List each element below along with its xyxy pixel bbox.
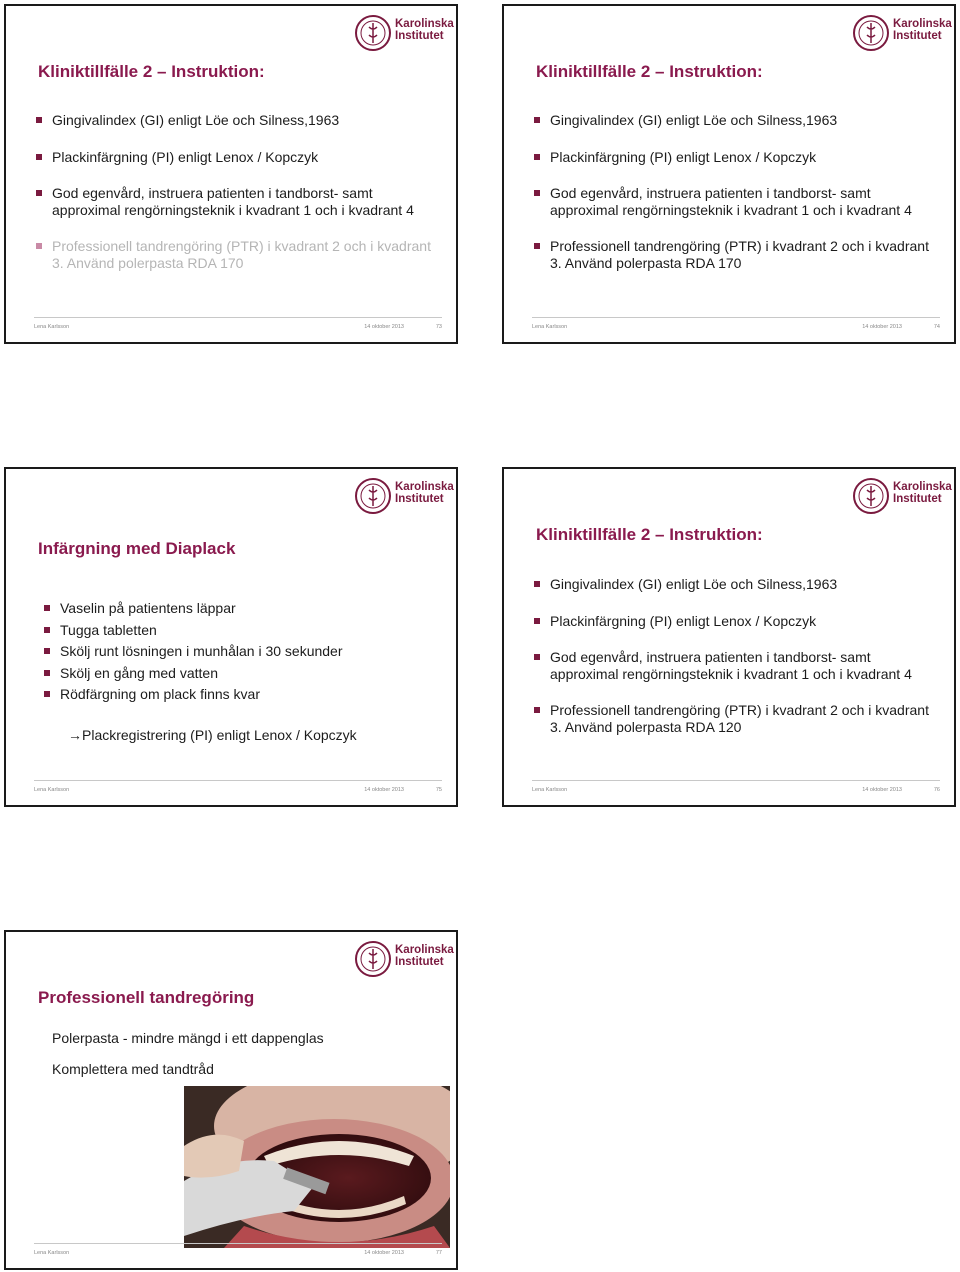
- bullet-square-icon: [534, 581, 540, 587]
- footer-author: Lena Karlsson: [532, 787, 568, 793]
- text-line: Polerpasta - mindre mängd i ett dappenglas: [52, 1030, 324, 1046]
- slide-75: [4, 467, 458, 807]
- bullet-item: God egenvård, instruera patienten i tandborst- samt approximal rengörningsteknik i kvadrant 1 och i kvadrant 4: [36, 185, 438, 218]
- bullet-item: Plackinfärgning (PI) enligt Lenox / Kopczyk: [36, 149, 438, 166]
- logo-line-1: Karolinska: [395, 944, 454, 956]
- dental-polishing-photo: [184, 1086, 450, 1248]
- bullet-square-icon: [534, 618, 540, 624]
- slide-title: Professionell tandregöring: [38, 988, 255, 1007]
- bullet-item: Gingivalindex (GI) enligt Löe och Silness,1963: [534, 112, 936, 129]
- bullet-item: Vaselin på patientens läppar: [44, 600, 438, 617]
- arrow-right-icon: →: [68, 727, 82, 743]
- karolinska-logo: [354, 940, 454, 978]
- logo-line-2: Institutet: [395, 956, 444, 968]
- footer-date: 14 oktober 2013: [364, 324, 404, 330]
- karolinska-seal-icon: [354, 477, 392, 515]
- slide-73: [4, 4, 458, 344]
- slide-footer: [532, 317, 940, 332]
- bullet-item: Skölj en gång med vatten: [44, 665, 438, 682]
- bullet-item: Tugga tabletten: [44, 622, 438, 639]
- slide-footer: [34, 317, 442, 332]
- slide-title: Infärgning med Diaplack: [38, 539, 236, 558]
- karolinska-logo: [354, 14, 454, 52]
- footer-slide-number: 75: [435, 787, 442, 793]
- bullet-square-icon: [36, 243, 42, 249]
- slide-76: [502, 467, 956, 807]
- bullet-square-icon: [534, 243, 540, 249]
- bullet-square-icon: [44, 691, 50, 697]
- karolinska-logo: [354, 477, 454, 515]
- logo-line-2: Institutet: [893, 30, 942, 42]
- footer-author: Lena Karlsson: [34, 324, 70, 330]
- bullet-square-icon: [44, 605, 50, 611]
- bullet-square-icon: [534, 190, 540, 196]
- bullet-item: God egenvård, instruera patienten i tandborst- samt approximal rengörningsteknik i kvadrant 1 och i kvadrant 4: [534, 649, 936, 682]
- logo-line-2: Institutet: [893, 493, 942, 505]
- logo-line-2: Institutet: [395, 493, 444, 505]
- text-line: Komplettera med tandtråd: [52, 1061, 214, 1077]
- bullet-item: Plackinfärgning (PI) enligt Lenox / Kopczyk: [534, 149, 936, 166]
- bullet-list: [534, 112, 936, 291]
- footer-slide-number: 76: [933, 787, 940, 793]
- arrow-note: [68, 727, 357, 743]
- footer-date: 14 oktober 2013: [364, 1250, 404, 1256]
- bullet-item: Professionell tandrengöring (PTR) i kvadrant 2 och i kvadrant 3. Använd polerpasta RDA 170: [534, 238, 936, 271]
- footer-date: 14 oktober 2013: [862, 324, 902, 330]
- slide-footer: [34, 780, 442, 795]
- bullet-list: [36, 112, 438, 291]
- bullet-list: [534, 576, 936, 755]
- karolinska-logo: [852, 477, 952, 515]
- footer-slide-number: 73: [435, 324, 442, 330]
- logo-line-1: Karolinska: [395, 481, 454, 493]
- logo-line-1: Karolinska: [893, 481, 952, 493]
- footer-author: Lena Karlsson: [34, 787, 70, 793]
- bullet-item: Rödfärgning om plack finns kvar: [44, 686, 438, 703]
- bullet-item-faded: Professionell tandrengöring (PTR) i kvadrant 2 och i kvadrant 3. Använd polerpasta RDA 170: [36, 238, 438, 271]
- slide-footer: [532, 780, 940, 795]
- bullet-square-icon: [44, 627, 50, 633]
- footer-slide-number: 74: [933, 324, 940, 330]
- logo-line-1: Karolinska: [893, 18, 952, 30]
- logo-line-1: Karolinska: [395, 18, 454, 30]
- slide-title: Kliniktillfälle 2 – Instruktion:: [38, 62, 265, 81]
- bullet-item: Plackinfärgning (PI) enligt Lenox / Kopczyk: [534, 613, 936, 630]
- bullet-square-icon: [534, 154, 540, 160]
- karolinska-logo: [852, 14, 952, 52]
- footer-author: Lena Karlsson: [532, 324, 568, 330]
- footer-author: Lena Karlsson: [34, 1250, 70, 1256]
- logo-line-2: Institutet: [395, 30, 444, 42]
- bullet-square-icon: [44, 670, 50, 676]
- karolinska-seal-icon: [354, 940, 392, 978]
- bullet-item: Gingivalindex (GI) enligt Löe och Silness,1963: [36, 112, 438, 129]
- bullet-square-icon: [36, 190, 42, 196]
- bullet-square-icon: [534, 654, 540, 660]
- bullet-square-icon: [36, 154, 42, 160]
- bullet-item: Professionell tandrengöring (PTR) i kvadrant 2 och i kvadrant 3. Använd polerpasta RDA 120: [534, 702, 936, 735]
- slide-77: [4, 930, 458, 1270]
- karolinska-seal-icon: [852, 14, 890, 52]
- slide-74: [502, 4, 956, 344]
- slide-footer: [34, 1243, 442, 1258]
- bullet-square-icon: [534, 707, 540, 713]
- karolinska-seal-icon: [852, 477, 890, 515]
- karolinska-seal-icon: [354, 14, 392, 52]
- footer-slide-number: 77: [435, 1250, 442, 1256]
- arrow-note-text: Plackregistrering (PI) enligt Lenox / Kopczyk: [82, 727, 357, 743]
- bullet-square-icon: [534, 117, 540, 123]
- bullet-square-icon: [36, 117, 42, 123]
- bullet-square-icon: [44, 648, 50, 654]
- slide-title: Kliniktillfälle 2 – Instruktion:: [536, 62, 763, 81]
- footer-date: 14 oktober 2013: [862, 787, 902, 793]
- footer-date: 14 oktober 2013: [364, 787, 404, 793]
- bullet-list: [44, 600, 438, 708]
- bullet-item: Skölj runt lösningen i munhålan i 30 sekunder: [44, 643, 438, 660]
- slide-title: Kliniktillfälle 2 – Instruktion:: [536, 525, 763, 544]
- bullet-item: God egenvård, instruera patienten i tandborst- samt approximal rengörningsteknik i kvadrant 1 och i kvadrant 4: [534, 185, 936, 218]
- bullet-item: Gingivalindex (GI) enligt Löe och Silness,1963: [534, 576, 936, 593]
